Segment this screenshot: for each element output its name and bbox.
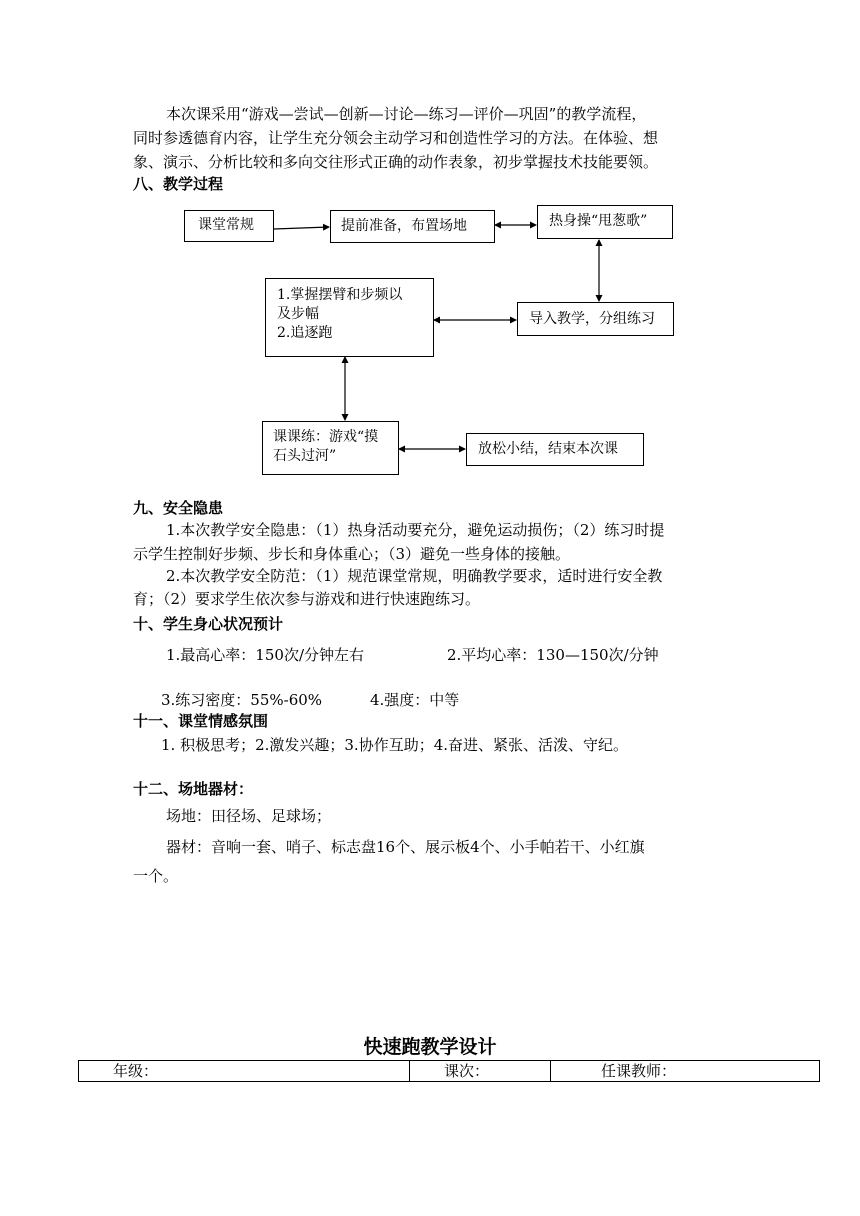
table-row (79, 1061, 820, 1082)
document-title: 快速跑教学设计 (363, 1036, 497, 1058)
max-heart-rate: 1.最高心率：150次/分钟左右 (166, 646, 364, 664)
lesson-info-table (78, 1060, 820, 1082)
flow-box-intro-teaching (517, 302, 674, 336)
equipment-line-2: 一个。 (133, 867, 179, 885)
intro-line-2: 同时参透德育内容，让学生充分领会主动学习和创造性学习的方法。在体验、想 (133, 129, 659, 147)
safety-measure-line-2: 育；（2）要求学生依次参与游戏和进行快速跑练习。 (133, 590, 481, 608)
teacher-cell (551, 1061, 820, 1082)
flow-box-label: 提前准备，布置场地 (341, 218, 467, 234)
section-12-heading: 十二、场地器材： (133, 780, 254, 798)
section-9-heading: 九、安全隐患 (133, 499, 224, 517)
flow-box-label: 热身操“甩葱歌” (549, 213, 648, 229)
lesson-label: 课次： (444, 1062, 490, 1080)
safety-risk-line-1: 1.本次教学安全隐患：（1）热身活动要充分，避免运动损伤；（2）练习时提 (166, 521, 665, 539)
flow-box-line: 及步幅 (277, 306, 319, 322)
section-10-heading: 十、学生身心状况预计 (133, 615, 284, 633)
lesson-cell (410, 1061, 551, 1082)
flow-box-label: 放松小结，结束本次课 (478, 441, 618, 457)
class-atmosphere-text: 1. 积极思考；2.激发兴趣；3.协作互助；4.奋进、紧张、活泼、守纪。 (161, 736, 629, 754)
flow-box-line: 课课练：游戏“摸 (273, 429, 379, 445)
grade-cell (79, 1061, 410, 1082)
flow-box-label: 导入教学，分组练习 (529, 311, 655, 327)
grade-label: 年级： (113, 1062, 159, 1080)
safety-measure-line-1: 2.本次教学安全防范：（1）规范课堂常规，明确教学要求，适时进行安全教 (166, 567, 663, 585)
flow-box-skills (265, 278, 434, 357)
intro-line-3: 象、演示、分析比较和多向交往形式正确的动作表象，初步掌握技术技能要领。 (133, 153, 659, 171)
flow-box-line: 石头过河” (273, 448, 337, 464)
flow-box-cooldown (466, 433, 644, 466)
flow-box-class-routine (184, 210, 274, 242)
flow-box-line: 1.掌握摆臂和步频以 (277, 287, 403, 303)
flow-box-game (262, 421, 399, 475)
teacher-label: 任课教师： (601, 1062, 677, 1080)
exercise-density: 3.练习密度：55%-60% (161, 691, 323, 709)
venue-text: 场地：田径场、足球场； (166, 807, 332, 825)
flow-box-line: 2.追逐跑 (277, 325, 333, 341)
intensity: 4.强度：中等 (370, 691, 460, 709)
flow-box-prepare-venue (330, 210, 495, 243)
intro-line-1: 本次课采用“游戏—尝试—创新—讨论—练习—评价—巩固”的教学流程， (166, 105, 647, 123)
section-11-heading: 十一、课堂情感氛围 (133, 712, 269, 730)
safety-risk-line-2: 示学生控制好步频、步长和身体重心；（3）避免一些身体的接触。 (133, 545, 571, 563)
flow-box-warmup (537, 205, 673, 239)
section-8-heading: 八、教学过程 (133, 175, 224, 193)
flowchart-connectors (0, 0, 860, 500)
avg-heart-rate: 2.平均心率：130—150次/分钟 (447, 646, 659, 664)
arrow-box1-box2 (274, 227, 329, 229)
flow-box-label: 课堂常规 (198, 217, 254, 233)
equipment-line-1: 器材：音响一套、哨子、标志盘16个、展示板4个、小手帕若干、小红旗 (166, 838, 645, 856)
